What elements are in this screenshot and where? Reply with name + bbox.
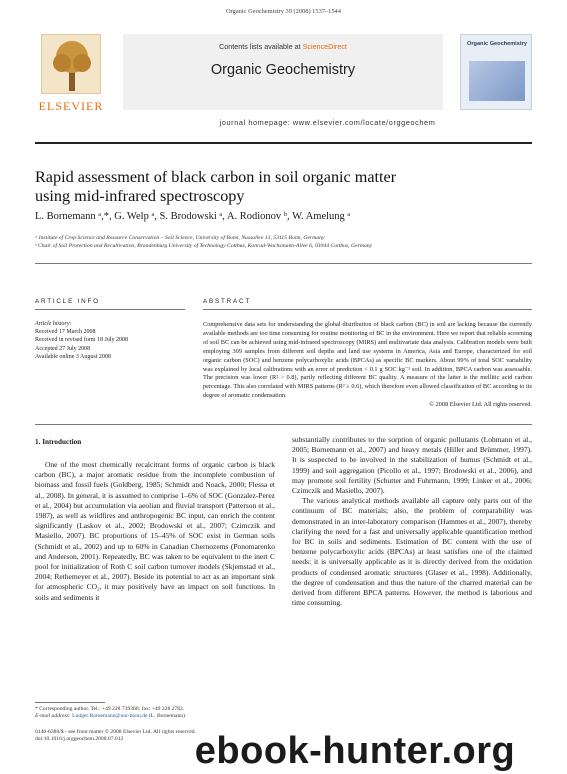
contents-prefix: Contents lists available at [219, 42, 303, 51]
revised-date: Received in revised form 18 July 2008 [35, 337, 128, 344]
email-link[interactable]: Ludger.Bornemann@uni-bonn.de [72, 713, 148, 720]
abstract-rule [203, 309, 532, 310]
cover-art [469, 61, 525, 101]
history-label: Article history: [35, 321, 72, 327]
intro-paragraph-3: The various analytical methods available all capture only parts out of the continuum of BC materials; also, the problem of comparability was demonstrated in an inter-laboratory comparison (Hammes et al., 2007), thereby clarifying the need for a fast and universally applicable quantification method for BC in soils and sediments. Estimation of BC content with the use of benzene polycarboxylic acids (BPCAs) at least satisfies one of the claimed needs: it is universally applicable as it is directly derived from the oxidation products of condensed aromatic structures (Glaser et al., 1998). Additionally, the degree of condensation and thus the nature of the charred material can be derived from different BPCA patterns. However, the method is laborious and time consuming. [292, 496, 532, 608]
journal-homepage-link[interactable]: journal homepage: www.elsevier.com/locate/orggeochem [219, 118, 436, 127]
abstract-copyright: © 2008 Elsevier Ltd. All rights reserved. [429, 401, 532, 409]
author-list: L. Bornemann ᵃ,*, G. Welp ᵃ, S. Brodowski ᵃ, A. Rodionov ᵇ, W. Amelung ᵃ [35, 211, 351, 222]
abstract-bottom-rule [35, 424, 532, 425]
journal-masthead [35, 22, 532, 134]
masthead-divider [35, 142, 532, 144]
abstract-body [203, 321, 532, 410]
sciencedirect-link[interactable]: ScienceDirect [302, 42, 347, 51]
accepted-date: Accepted 27 July 2008 [35, 345, 91, 352]
title-line-2: using mid-infrared spectroscopy [35, 187, 245, 205]
elsevier-wordmark: ELSEVIER [38, 99, 104, 113]
paper-title [35, 168, 532, 206]
journal-title[interactable]: Organic Geochemistry [210, 62, 356, 78]
contents-line [123, 42, 443, 51]
article-info-heading: ARTICLE INFO [35, 298, 100, 305]
article-history [35, 320, 185, 361]
affiliation-divider [35, 263, 532, 264]
abstract-heading: ABSTRACT [203, 298, 251, 305]
title-line-1: Rapid assessment of black carbon in soil organic matter [35, 168, 397, 186]
doi-link[interactable]: doi:10.1016/j.orggeochem.2008.07.012 [35, 736, 124, 743]
elsevier-tree-icon [41, 34, 101, 94]
elsevier-logo[interactable] [35, 34, 107, 114]
intro-paragraph-2: substantially contributes to the sorption of organic pollutants (Lohmann et al., 2005; Bornemann et al., 2007) and heavy metals (Hiller and Brümmer, 1997). It is suspected to be involved in the stabilization of humus (Schmidt et al., 1999) and soil aggregation (Picollo et al., 1997; Brodowski et al., 2006), and may promote soil fertility (Schutter and Fuhrmann, 1999; Linker et al., 2006; Czimczik and Masiello, 2007). [292, 435, 532, 496]
affiliation-a: ᵃ Institute of Crop Science and Resource Conservation – Soil Science, University of Bonn, Nussallee 13, 53115 Bonn, Germany [35, 235, 325, 241]
cover-title: Organic Geochemistry [467, 41, 527, 47]
issn-line: 0146-6380/$ - see front matter © 2008 Elsevier Ltd. All rights reserved. [35, 729, 196, 735]
corresponding-author: * Corresponding author. Tel.: +49 228 739368; fax: +49 228 2782. [35, 706, 185, 712]
intro-column-2 [292, 435, 532, 608]
email-suffix: (L. Bornemann). [147, 713, 187, 720]
watermark: ebook-hunter.org [194, 730, 516, 772]
intro-paragraph-1: One of the most chemically recalcitrant forms of organic carbon is black carbon (BC), a major aromatic residue from the incomplete combustion of biomass and fossil fuels (Goldberg, 1985; Schmidt and Noack, 2000; Flessa et al., 2008). In general, it is assumed to comprise 1–6% of SOC (Gonzalez-Perez et al., 2004) but accumulation via aeolian and fluvial transport (Patterson et al., 1987), as well as wildfires and anthropogenic BC input, can enrich the content significantly (Laskov et al., 2002; Brodowski et al., 2007; Czimczik and Masiello, 2007). BC proportions of 15–45% of SOC exist in German soils (Schmidt et al., 2002) and up to 60% in Canadian Chernozems (Ponomarenko and Anderson, 2001). Repeatedly, BC was taken to be equivalent to the inert C pool for initialization of Roth C soil carbon turnover models (Skjemstad et al., 2004; Rethemeyer et al., 2007). Beside its potential to act as an important sink for atmospheric CO₂, it may positively have an impact on soil functions. In soils and sediments it [35, 460, 275, 602]
footnote-rule [35, 702, 105, 703]
affiliation-b: ᵇ Chair of Soil Protection and Recultivation, Brandenburg University of Technology Cottbus, Konrad-Wachsmann-Allee 6, 03044 Cottbus, Germany [35, 243, 373, 249]
article-info-rule [35, 309, 185, 310]
corresponding-author-footnote [35, 706, 275, 720]
online-date: Available online 3 August 2008 [35, 353, 111, 360]
masthead-band [123, 34, 443, 110]
email-label: E-mail address: [35, 713, 73, 720]
abstract-text: Comprehensive data sets for understanding the global distribution of black carbon (BC) in soil are lacking because the currently available methods are too time consuming for routine monitoring of BC in the environment. Here we report that reliable screening of soil BC can be achieved using mid-infrared spectroscopy (MIRS) and multivariate data analysis. Calibration models were built employing 309 samples from different soil depths and land use systems in America, Asia and Europe, characterized for soil organic carbon (SOC) and benzene polycarboxylic acids (BPCAs) as specific BC markers. About 99% of total SOC variability was explained by local calibrations with an error of prediction < 0.1 g SOC kg⁻¹ soil. In addition, BPCA carbon was assessable. The precision was lower (R² > 0.8), partly reflecting different BC quality. A measure of the latter is the mellitic acid carbon percentage. This also correlated with MIRS patterns (R² ≥ 0.6), which therefore even allowed classification of BC according to its degree of aromatic condensation. [203, 321, 532, 400]
intro-column-1 [35, 460, 275, 603]
introduction-heading: 1. Introduction [35, 438, 82, 446]
journal-reference: Organic Geochemistry 39 (2008) 1537–1544 [226, 8, 341, 15]
email-line [35, 713, 275, 720]
received-date: Received 17 March 2008 [35, 329, 96, 336]
journal-cover-thumbnail[interactable] [460, 34, 532, 110]
